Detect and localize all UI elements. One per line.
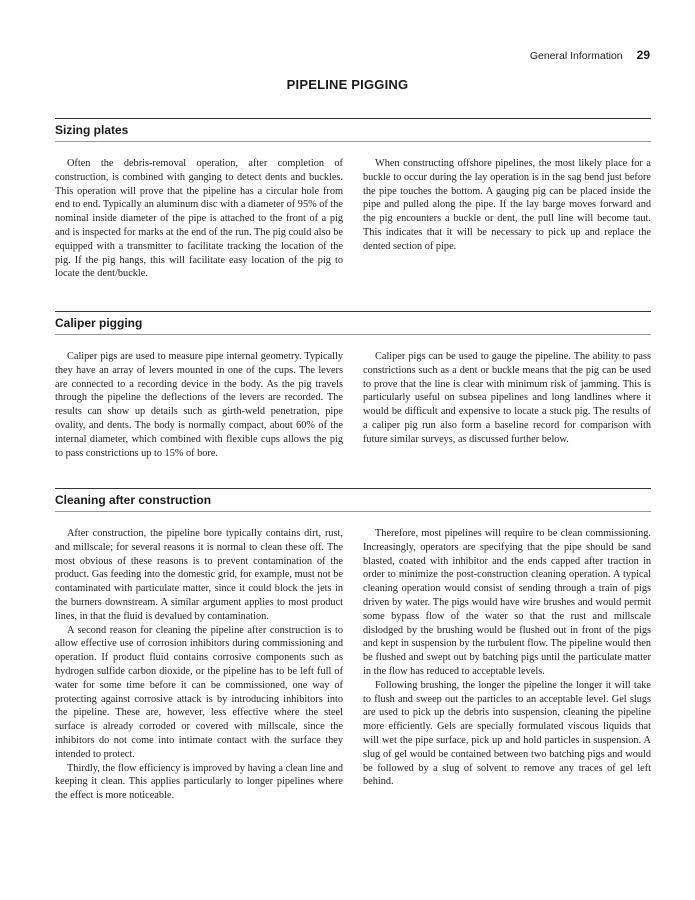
section-body-caliper-pigging <box>55 350 651 460</box>
paragraph: Following brushing, the longer the pipeline the longer it will take to flush and sweep out the particles to an acceptable level. Gel slugs are used to pick up the debris into suspension, cleaning the pipeline more efficiently. Gels are specially formulated viscous liquids that will wet the pipe surface, pick up and hold particles in suspension. A slug of gel would be contained between two batching pigs and would be followed by a slug of solvent to remove any traces of gel left behind. <box>363 679 651 788</box>
page-number: 29 <box>636 48 650 62</box>
section-body-cleaning-after-construction <box>55 527 651 803</box>
paragraph: Caliper pigs can be used to gauge the pipeline. The ability to pass constrictions such as a dent or buckle means that the pig can be used to prove that the line is clear with minimum risk of jamming. This is particularly useful on subsea pipelines and long landlines where it would be difficult and expensive to locate a stuck pig. The results of a caliper pig run also form a baseline record for comparison with future similar surveys, as discussed further below. <box>363 351 651 445</box>
paragraph: Therefore, most pipelines will require to be clean commissioning. Increasingly, operators are specifying that the pipe should be sand blasted, coated with inhibitor and the ends capped after traction in order to minimize the post-construction cleaning operation. A typical cleaning operation would consist of sending through a train of pigs driven by water. The pigs would have wire brushes and would permit some bypass flow of the water so that the rust and millscale dislodged by the brushing would be flushed out in front of the pigs and kept in suspension by the turbulent flow. The pipeline would then be flushed and swept out by batching pigs until the particulate matter in the flow has reduced to acceptable levels. <box>363 528 651 677</box>
left-column <box>55 350 343 460</box>
paragraph: When constructing offshore pipelines, the most likely place for a buckle to occur during the lay operation is in the sag bend just before the pipe touches the bottom. A gauging pig can be placed inside the pipe and pulled along the pipe. If the lay barge moves forward and the pig encounters a buckle or dent, the pull line will become taut. This indicates that it will be necessary to pick up and replace the dented section of pipe. <box>363 158 651 252</box>
running-head-section: General Information <box>529 50 623 62</box>
paragraph: Caliper pigs are used to measure pipe internal geometry. Typically they have an array of levers mounted in one of the cups. The levers are connected to a recording device in the body. As the pig travels through the pipeline the deflections of the levers are recorded. The results can show up details such as girth-weld penetration, pipe ovality, and dents. The body is normally compact, about 60% of the internal diameter, which combined with flexible cups allows the pig to pass constrictions up to 15% of bore. <box>55 351 343 459</box>
right-column <box>363 350 651 460</box>
paragraph: After construction, the pipeline bore typically contains dirt, rust, and millscale; for several reasons it is normal to clean these off. The most obvious of these reasons is to prevent contamination of the product. Gas feeding into the domestic grid, for example, must not be contaminated with particulate matter, since it could block the jets in the burners downstream. A similar argument applies to most product lines, in that the fluid is devalued by contamination. <box>55 528 343 622</box>
right-column <box>363 157 651 281</box>
section-heading-text: Caliper pigging <box>55 316 143 330</box>
section-body-sizing-plates <box>55 157 651 281</box>
chapter-title: PIPELINE PIGGING <box>286 77 409 92</box>
right-column <box>363 527 651 803</box>
section-heading-cleaning-after-construction <box>55 488 651 512</box>
left-column <box>55 157 343 281</box>
running-head <box>530 48 650 62</box>
section-heading-sizing-plates <box>55 118 651 142</box>
section-heading-text: Cleaning after construction <box>55 493 212 507</box>
paragraph: Thirdly, the flow efficiency is improved by having a clean line and keeping it clean. This applies particularly to longer pipelines where the effect is more noticeable. <box>55 762 343 802</box>
paragraph: Often the debris-removal operation, after completion of construction, is combined with ganging to detect dents and buckles. This operation will prove that the pipeline has a circular hole from end to end. Typically an aluminum disc with a diameter of 95% of the nominal inside diameter of the pipe is attached to the front of a pig and is inspected for marks at the end of the run. The pig could also be equipped with a transmitter to facilitate tracking the location of the pig. If the pig hangs, this will facilitate easy location of the pig to locate the dent/buckle. <box>55 158 343 280</box>
left-column <box>55 527 343 803</box>
paragraph: A second reason for cleaning the pipeline after construction is to allow effective use of corrosion inhibitors during commissioning and operation. If product fluid contains corrosive components such as hydrogen sulfide carbon dioxide, or the pipeline has to be left full of water for some time before it can be commissioned, one way of protecting against corrosive attack is by introducing inhibitors into the pipeline. These are, however, less effective where the steel surface is already corroded or covered with millscale, since the inhibitors do not come into intimate contact with the surface they intended to protect. <box>55 624 343 760</box>
section-heading-caliper-pigging <box>55 311 651 335</box>
section-heading-text: Sizing plates <box>55 123 129 137</box>
